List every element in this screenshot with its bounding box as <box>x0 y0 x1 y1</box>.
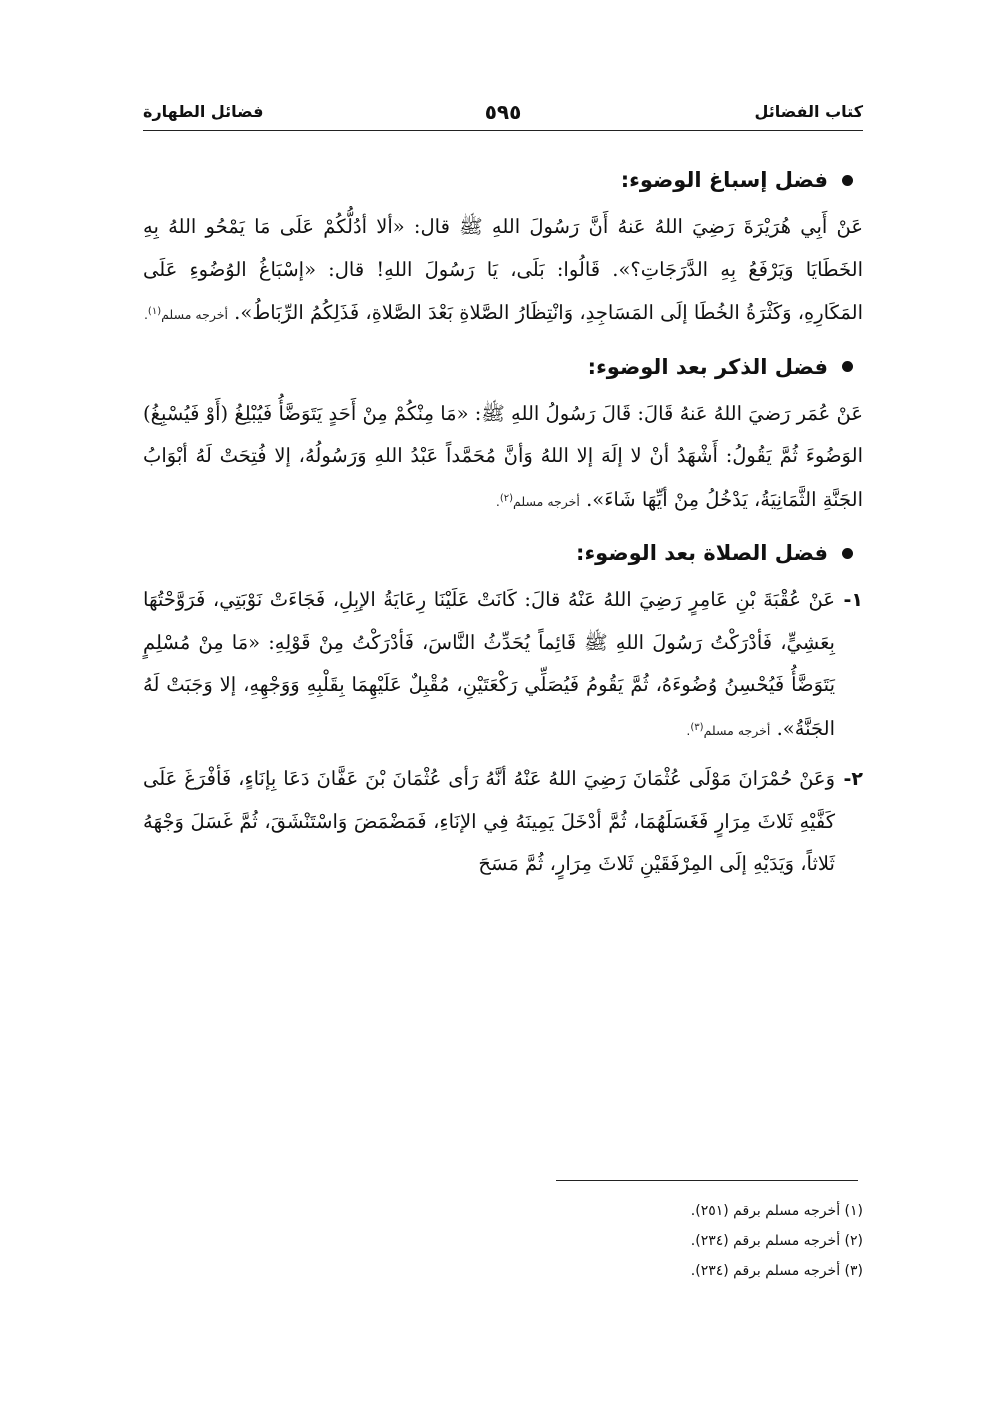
chapter-title: فضائل الطهارة <box>143 102 264 121</box>
book-title: كتاب الفضائل <box>754 102 863 121</box>
source-citation: أخرجه مسلم$^{(٢)}$. <box>495 492 580 509</box>
main-content <box>143 168 863 892</box>
bullet-icon <box>842 548 853 559</box>
page-number: ٥٩٥ <box>484 100 522 124</box>
footnote-ref[interactable]: (٣) <box>690 721 704 733</box>
footnote-ref[interactable]: (٢) <box>499 492 514 504</box>
section-wudu-completion <box>143 168 863 337</box>
section-dhikr-after-wudu <box>143 355 863 524</box>
running-header <box>143 100 863 131</box>
section-title: فضل الذكر بعد الوضوء: <box>143 355 863 379</box>
bullet-icon <box>842 175 853 186</box>
footnotes <box>363 1196 863 1286</box>
footnote-divider <box>556 1180 858 1181</box>
hadith-text: عَنْ أَبِي هُرَيْرَةَ رَضِيَ اللهُ عَنهُ أَنَّ رَسُولَ اللهِ ﷺ قال: «ألا أدُلُّكُمْ عَلَى مَا يَمْحُو اللهُ بِهِ الخَطَايَا وَيَرْفَعُ بِهِ الدَّرَجَاتِ؟». قَالُوا: بَلَى، يَا رَسُولَ اللهِ! قال: «إسْبَاغُ الوُضُوءِ عَلَى المَكَارِهِ، وَكَثْرَةُ الخُطَا إلَى المَسَاجِدِ، وَانْتِظَارُ الصَّلاةِ بَعْدَ الصَّلاةِ، فَذَلِكُمُ الرِّبَاطُ». أخرجه مسلم$^{(١)}$. <box>143 215 863 325</box>
hadith-text: عَنْ عُمَر رَضيَ اللهُ عَنهُ قَالَ: قَالَ رَسُولُ اللهِ ﷺ: «مَا مِنْكُمْ مِنْ أَحَدٍ يَتَوَضَّأُ فَيُبْلِغُ (أَوْ فَيُسْبِغُ) الوَضُوءَ ثُمَّ يَقُولُ: أَشْهَدُ أنْ لا إلَهَ إلا اللهُ وَأنَّ مُحَمَّداً عَبْدُ اللهِ وَرَسُولُهُ، إلا فُتِحَتْ لَهُ أبْوَابُ الجَنَّةِ الثَّمَانِيَةُ، يَدْخُلُ مِنْ أيِّهَا شَاءَ». أخرجه مسلم$^{(٢)}$. <box>143 401 863 511</box>
bullet-icon <box>842 361 853 372</box>
numbered-hadith <box>143 579 863 752</box>
hadith-text: وَعَنْ حُمْرَانَ مَوْلَى عُثْمَانَ رَضِيَ اللهُ عَنْهُ أنَّهُ رَأى عُثْمَانَ بْنَ عَفَّانَ دَعَا بِإنَاءٍ، فَأفْرَغَ عَلَى كَفَّيْهِ ثَلاثَ مِرَارٍ فَغَسَلَهُمَا، ثُمَّ أدْخَلَ يَمِينَهُ فِي الإنَاءِ، فَمَضْمَضَ وَاسْتَنْشَقَ، ثُمَّ غَسَلَ وَجْهَهُ ثَلاثاً، وَيَدَيْهِ إلَى المِرْفَقَيْنِ ثَلاثَ مِرَارٍ، ثُمَّ مَسَحَ <box>143 767 835 876</box>
section-prayer-after-wudu <box>143 541 863 886</box>
source-citation: أخرجه مسلم$^{(١)}$. <box>143 306 228 323</box>
footnote-item: (٣) أخرجه مسلم برقم (٢٣٤). <box>690 1263 863 1279</box>
section-title: فضل إسباغ الوضوء: <box>143 168 863 192</box>
section-title: فضل الصلاة بعد الوضوء: <box>143 541 863 565</box>
footnote-item: (٢) أخرجه مسلم برقم (٢٣٤). <box>690 1233 863 1249</box>
source-citation: أخرجه مسلم$^{(٣)}$. <box>686 721 771 738</box>
numbered-hadith <box>143 758 863 886</box>
footnote-ref[interactable]: (١) <box>147 306 162 317</box>
item-number: ٢- <box>843 768 863 791</box>
footnote-item: (١) أخرجه مسلم برقم (٢٥١). <box>690 1203 863 1219</box>
item-number: ١- <box>843 589 863 612</box>
hadith-text: عَنْ عُقْبَةَ بْنِ عَامِرٍ رَضِيَ اللهُ عَنْهُ قالَ: كَانَتْ عَلَيْنَا رِعَايَةُ الإبِلِ، فَجَاءَتْ نَوْبَتِي، فَرَوَّحْتُهَا بِعَشِيٍّ، فَأدْرَكْتُ رَسُولَ اللهِ ﷺ قَائِماً يُحَدِّثُ النَّاسَ، فَأدْرَكْتُ مِنْ قَوْلِهِ: «مَا مِنْ مُسْلِمٍ يَتَوَضَّأُ فَيُحْسِنُ وُضُوءَهُ، ثُمَّ يَقُومُ فَيُصَلِّي رَكْعَتَيْنِ، مُقْبِلٌ عَلَيْهِمَا بِقَلْبِهِ وَوَجْهِهِ، إلا وَجَبَتْ لَهُ الجَنَّةُ». أخرجه مسلم$^{(٣)}$. <box>143 588 835 740</box>
